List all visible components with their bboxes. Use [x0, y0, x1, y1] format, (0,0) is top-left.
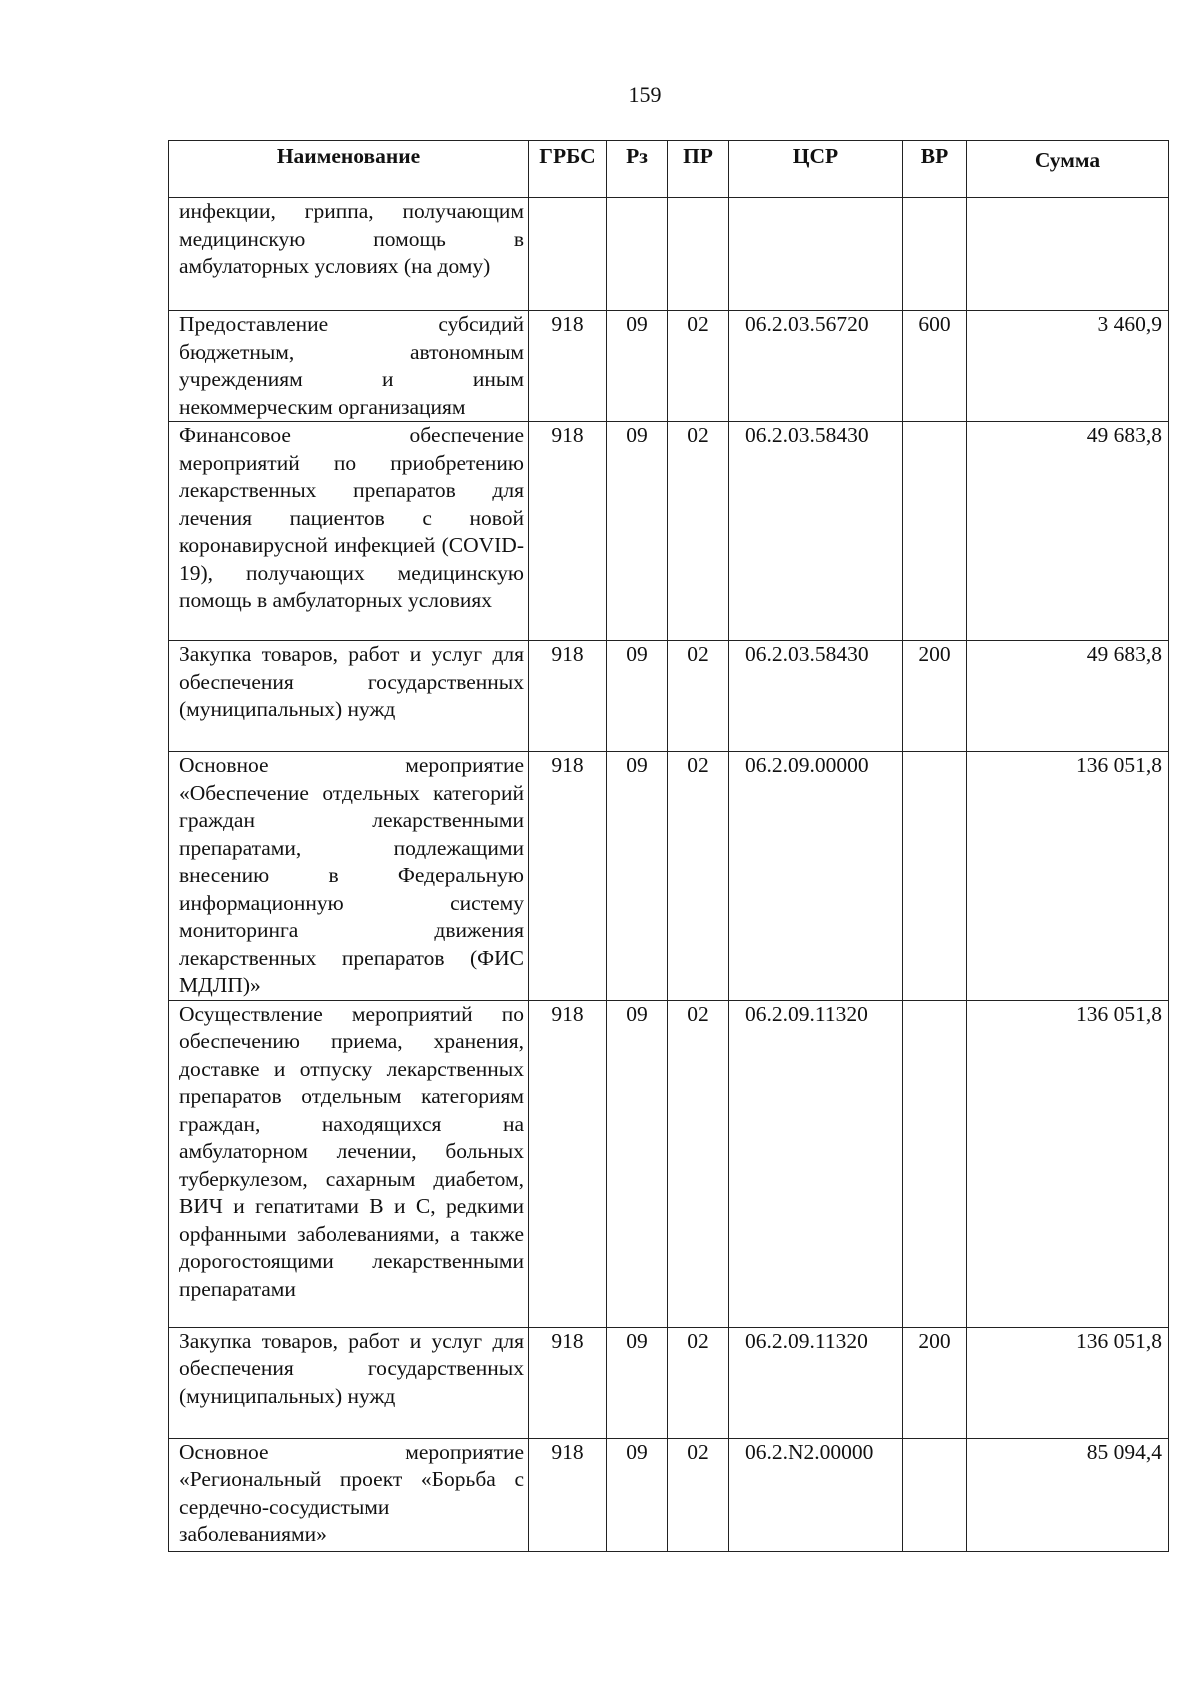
page-number: 159	[628, 82, 662, 107]
table-row	[169, 1000, 1169, 1327]
row-grbs	[529, 198, 607, 311]
row-pr: 02	[668, 1000, 729, 1327]
row-pr: 02	[668, 422, 729, 641]
row-sum: 3 460,9	[967, 311, 1169, 422]
header-csr: ЦСР	[729, 141, 903, 198]
row-name: Основное мероприятие «Региональный проект «Борьба с сердечно-сосудистыми заболеваниями»	[169, 1438, 529, 1551]
row-csr: 06.2.09.00000	[729, 752, 903, 1001]
row-rz: 09	[607, 752, 668, 1001]
row-vr: 200	[903, 641, 967, 752]
row-vr	[903, 198, 967, 311]
table-row	[169, 752, 1169, 1001]
row-rz: 09	[607, 1438, 668, 1551]
table-row	[169, 198, 1169, 311]
row-grbs: 918	[529, 422, 607, 641]
header-name: Наименование	[169, 141, 529, 198]
row-pr: 02	[668, 1438, 729, 1551]
row-pr: 02	[668, 311, 729, 422]
row-vr	[903, 422, 967, 641]
row-sum: 136 051,8	[967, 1327, 1169, 1438]
row-pr: 02	[668, 1327, 729, 1438]
row-name: Закупка товаров, работ и услуг для обеспечения государственных (муниципальных) нужд	[169, 1327, 529, 1438]
row-name: Закупка товаров, работ и услуг для обеспечения государственных (муниципальных) нужд	[169, 641, 529, 752]
row-sum: 49 683,8	[967, 422, 1169, 641]
row-pr	[668, 198, 729, 311]
row-pr: 02	[668, 752, 729, 1001]
row-vr: 600	[903, 311, 967, 422]
row-csr: 06.2.03.58430	[729, 422, 903, 641]
row-sum: 136 051,8	[967, 1000, 1169, 1327]
row-rz: 09	[607, 1000, 668, 1327]
table-row	[169, 641, 1169, 752]
row-name: инфекции, гриппа, получающим медицинскую помощь в амбулаторных условиях (на дому)	[169, 198, 529, 311]
row-grbs: 918	[529, 311, 607, 422]
row-rz: 09	[607, 1327, 668, 1438]
row-grbs: 918	[529, 641, 607, 752]
row-name: Предоставление субсидий бюджетным, автономным учреждениям и иным некоммерческим организациям	[169, 311, 529, 422]
table-row	[169, 311, 1169, 422]
row-rz: 09	[607, 422, 668, 641]
row-sum: 136 051,8	[967, 752, 1169, 1001]
header-sum: Сумма	[967, 141, 1169, 198]
row-rz: 09	[607, 311, 668, 422]
row-sum: 49 683,8	[967, 641, 1169, 752]
table-row	[169, 422, 1169, 641]
row-grbs: 918	[529, 1327, 607, 1438]
row-sum: 85 094,4	[967, 1438, 1169, 1551]
row-csr: 06.2.09.11320	[729, 1000, 903, 1327]
row-vr	[903, 752, 967, 1001]
row-csr: 06.2.03.56720	[729, 311, 903, 422]
row-pr: 02	[668, 641, 729, 752]
header-rz: Рз	[607, 141, 668, 198]
row-csr: 06.2.N2.00000	[729, 1438, 903, 1551]
row-name: Основное мероприятие «Обеспечение отдельных категорий граждан лекарственными препаратами, подлежащими внесению в Федеральную информационную систему мониторинга движения лекарственных препаратов (ФИС МДЛП)»	[169, 752, 529, 1001]
row-name: Осуществление мероприятий по обеспечению приема, хранения, доставке и отпуску лекарственных препаратов отдельным категориям граждан, находящихся на амбулаторном лечении, больных туберкулезом, сахарным диабетом, ВИЧ и гепатитами В и С, редкими орфанными заболеваниями, а также дорогостоящими лекарственными препаратами	[169, 1000, 529, 1327]
row-rz: 09	[607, 641, 668, 752]
row-csr	[729, 198, 903, 311]
header-pr: ПР	[668, 141, 729, 198]
table-row	[169, 1327, 1169, 1438]
header-grbs: ГРБС	[529, 141, 607, 198]
row-sum	[967, 198, 1169, 311]
header-row	[169, 141, 1169, 198]
row-vr	[903, 1438, 967, 1551]
row-csr: 06.2.03.58430	[729, 641, 903, 752]
row-name: Финансовое обеспечение мероприятий по приобретению лекарственных препаратов для лечения пациентов с новой коронавирусной инфекцией (COVID-19), получающих медицинскую помощь в амбулаторных условиях	[169, 422, 529, 641]
row-grbs: 918	[529, 1000, 607, 1327]
row-grbs: 918	[529, 1438, 607, 1551]
header-vr: ВР	[903, 141, 967, 198]
table-row	[169, 1438, 1169, 1551]
budget-table	[168, 140, 1169, 1552]
row-vr	[903, 1000, 967, 1327]
row-csr: 06.2.09.11320	[729, 1327, 903, 1438]
row-grbs: 918	[529, 752, 607, 1001]
row-vr: 200	[903, 1327, 967, 1438]
row-rz	[607, 198, 668, 311]
